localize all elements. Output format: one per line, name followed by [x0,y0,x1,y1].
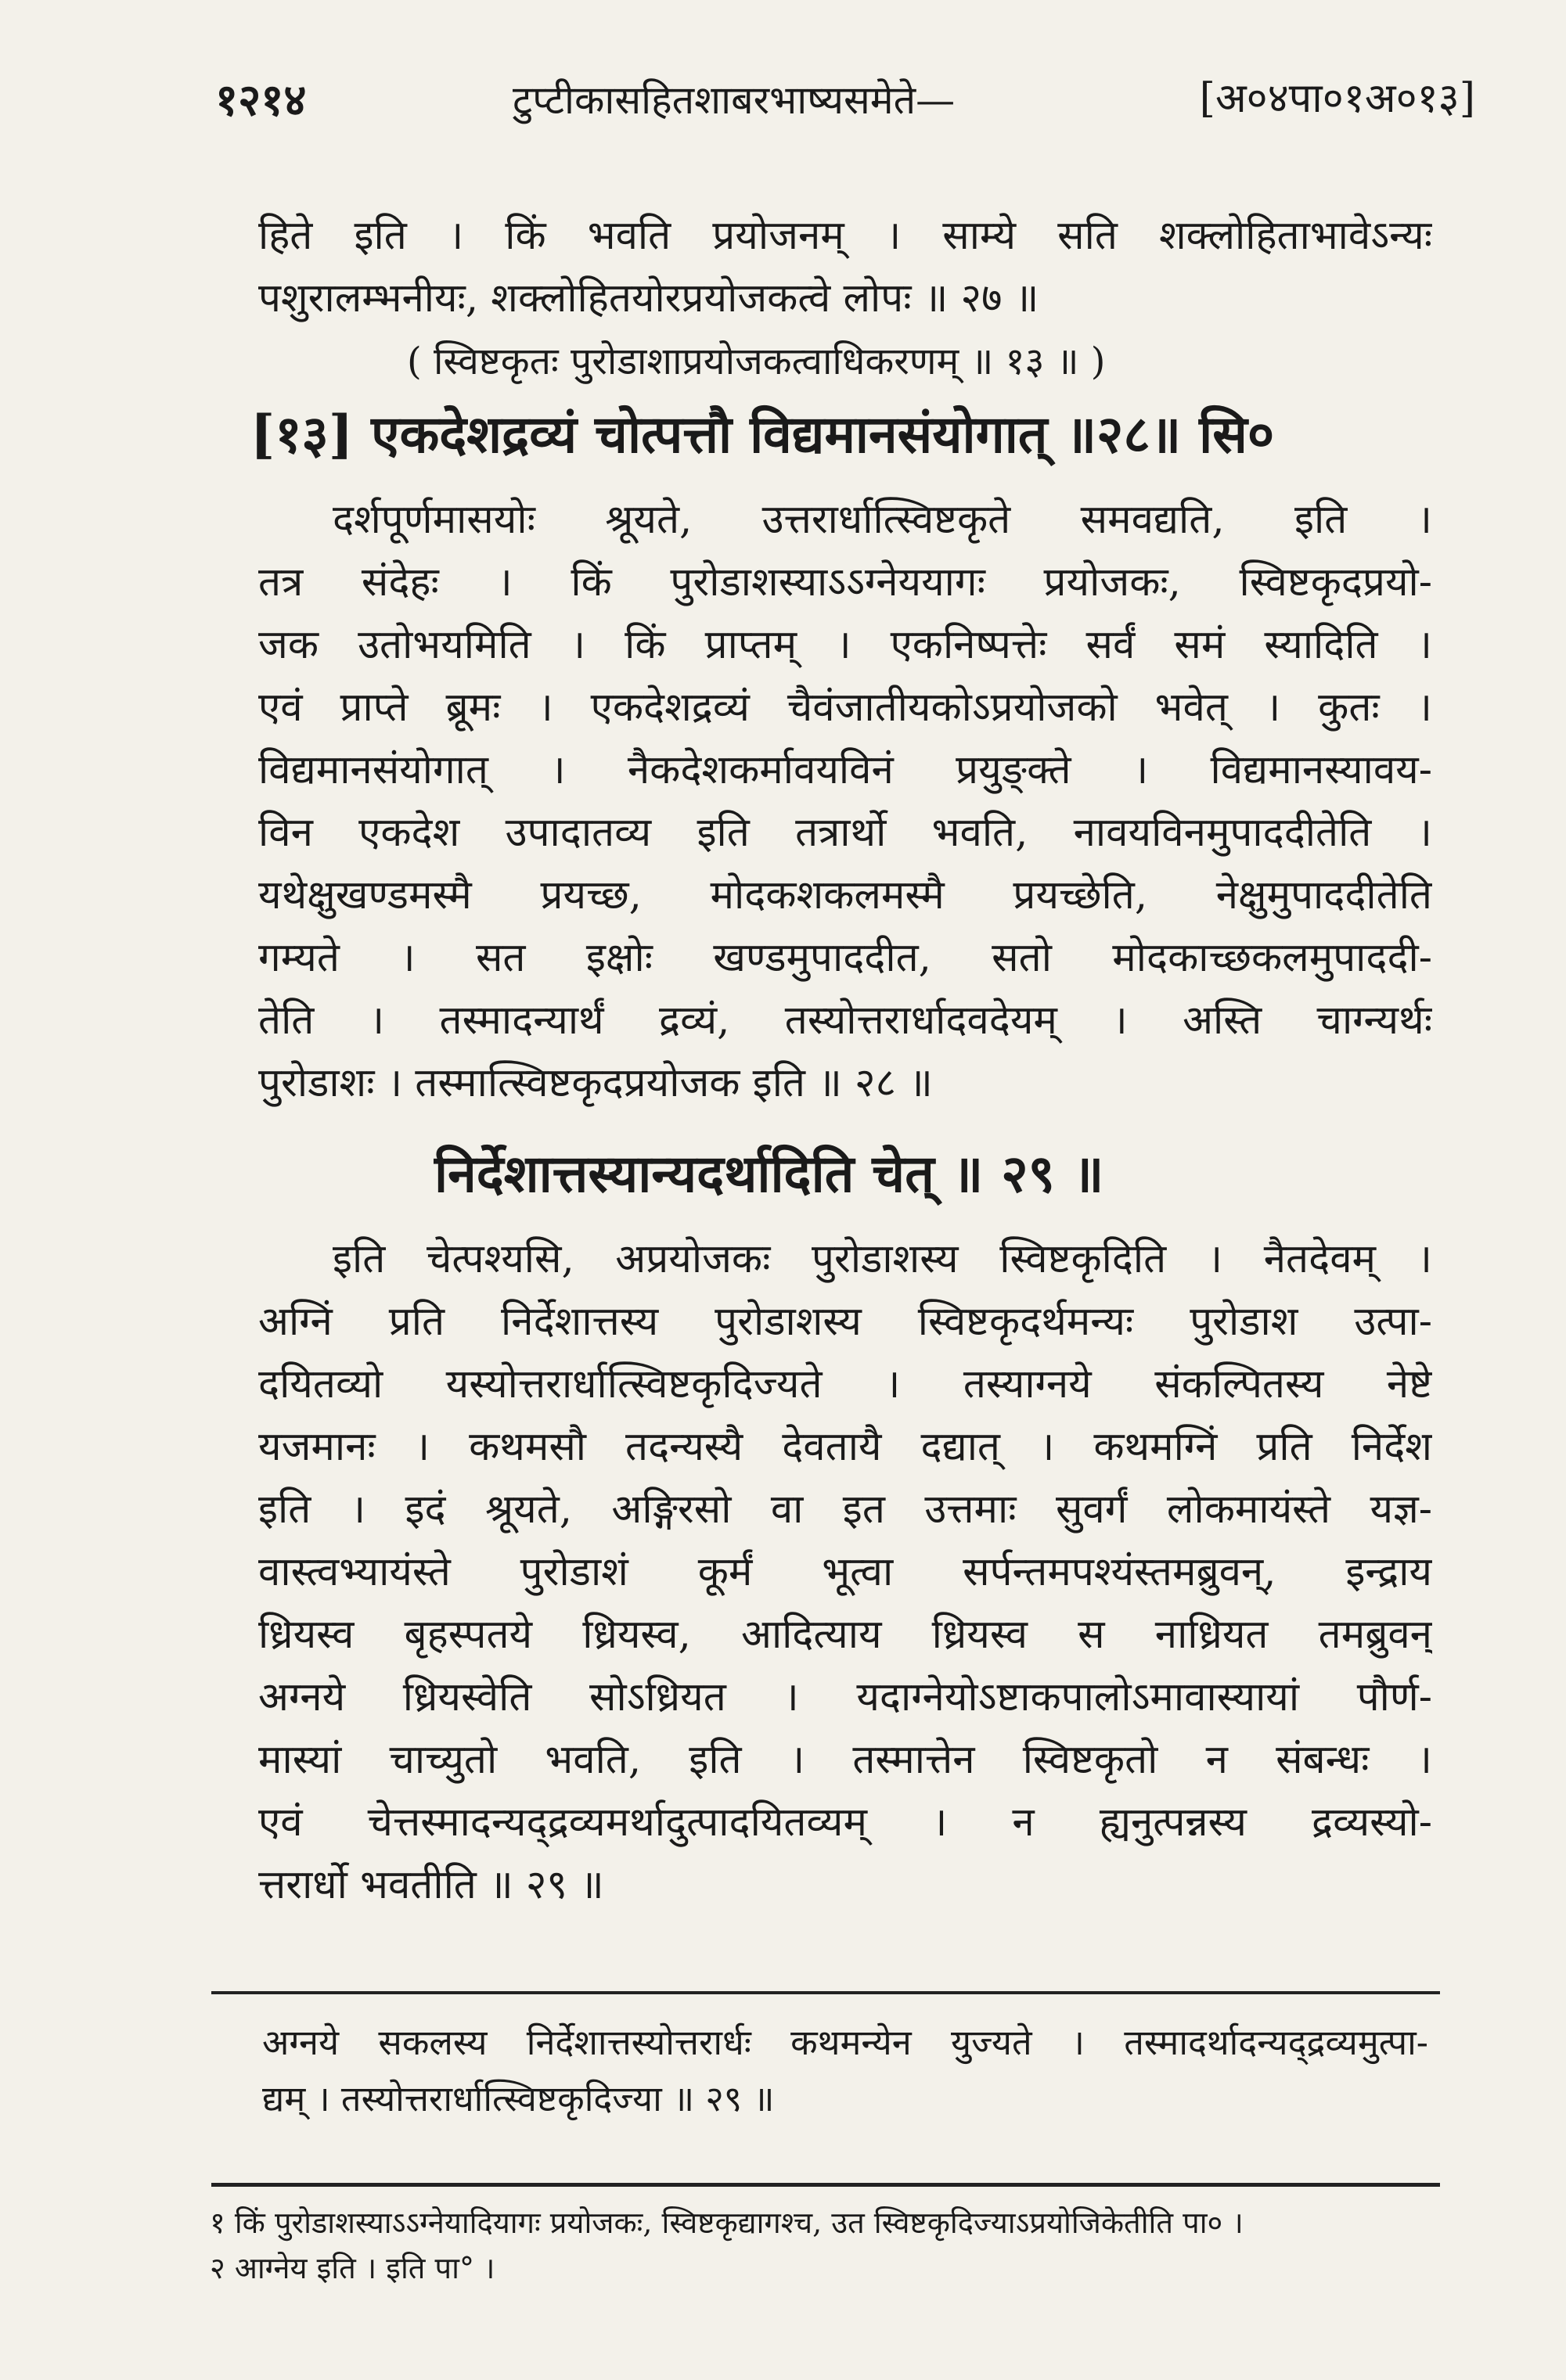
text-line: अग्निं प्रति निर्देशात्तस्य पुरोडाशस्य स्विष्टकृदर्थमन्यः पुरोडाश उत्पा- [258,1299,1432,1345]
sutra-28: [१३] एकदेशद्रव्यं चोत्पत्तौ विद्यमानसंयोगात् ॥२८॥ सि० [250,404,1275,465]
running-title: टुप्टीकासहितशाबरभाष्यसमेते— [513,77,956,123]
adhikarana-title: ( स्विष्टकृतः पुरोडाशाप्रयोजकत्वाधिकरणम् ॥ १३ ॥ ) [407,340,1106,383]
text-line: अग्नये ध्रियस्वेति सोऽध्रियत । यदाग्नेयोऽष्टाकपालोऽमावास्यायां पौर्ण- [258,1674,1432,1720]
text-line: हिते इति । किं भवति प्रयोजनम् । साम्ये सति शक्लोहिताभावेऽन्यः [258,213,1432,259]
commentary-divider [211,1991,1440,1994]
commentary-block [262,2015,1428,2127]
main-text-middle [258,489,1432,1115]
text-line: वास्त्वभ्यायंस्ते पुरोडाशं कूर्मं भूत्वा सर्पन्तमपश्यंस्तमब्रुवन्, इन्द्राय [258,1549,1432,1595]
text-line: तेति । तस्मादन्यार्थं द्रव्यं, तस्योत्तरार्धादवदेयम् । अस्ति चाग्न्यर्थः [258,998,1432,1044]
text-line: त्तरार्धो भवतीति ॥ २९ ॥ [258,1862,604,1908]
page-header [215,69,1475,139]
text-line: गम्यते । सत इक्षोः खण्डमुपाददीत, सतो मोदकाच्छकलमुपाददी- [258,935,1432,981]
sutra-28-block [250,395,1440,473]
text-line: दर्शपूर्णमासयोः श्रूयते, उत्तरार्धात्स्विष्टकृते समवद्यति, इति । [333,497,1432,543]
text-line: तत्र संदेहः । किं पुरोडाशस्याऽऽग्नेययागः प्रयोजकः, स्विष्टकृदप्रयो- [258,559,1432,606]
footnote-divider [211,2183,1440,2187]
section-reference: [अ०४पा०१अ०१३] [1199,75,1475,122]
text-line: मास्यां चाच्युतो भवति, इति । तस्मात्तेन स्विष्टकृतो न संबन्धः । [258,1737,1432,1783]
text-line: पशुरालम्भनीयः, शक्लोहितयोरप्रयोजकत्वे लोपः ॥ २७ ॥ [258,275,1039,322]
text-line: एवं चेत्तस्मादन्यद्द्रव्यमर्थादुत्पादयितव्यम् । न ह्यनुत्पन्नस्य द्रव्यस्यो- [258,1799,1432,1846]
text-line: एवं प्राप्ते ब्रूमः । एकदेशद्रव्यं चैवंजातीयकोऽप्रयोजको भवेत् । कुतः । [258,685,1432,731]
text-line: जक उतोभयमिति । किं प्राप्तम् । एकनिष्पत्तेः सर्वं समं स्यादिति । [258,622,1432,668]
commentary-line: अग्नये सकलस्य निर्देशात्तस्योत्तरार्धः कथमन्येन युज्यते । तस्मादर्थादन्यद्द्रव्यमुत्पा- [262,2022,1428,2063]
text-line: दयितव्यो यस्योत्तरार्धात्स्विष्टकृदिज्यते । तस्याग्नये संकल्पितस्य नेष्टे [258,1361,1432,1408]
text-line: पुरोडाशः । तस्मात्स्विष्टकृदप्रयोजक इति ॥ २८ ॥ [258,1060,933,1106]
commentary-line: द्यम् । तस्योत्तरार्धात्स्विष्टकृदिज्या ॥ २९ ॥ [262,2078,775,2119]
main-text-bottom [258,1228,1432,1917]
sutra-29-block [258,1134,1432,1213]
text-line: ध्रियस्व बृहस्पतये ध्रियस्व, आदित्याय ध्रियस्व स नाध्रियत तमब्रुवन् [258,1612,1432,1658]
text-line: इति । इदं श्रूयते, अङ्गिरसो वा इत उत्तमाः सुवर्गं लोकमायंस्ते यज्ञ- [258,1487,1432,1533]
main-text-top [258,205,1432,393]
footnote-line: १ किं पुरोडाशस्याऽऽग्नेयादियागः प्रयोजकः, स्विष्टकृद्यागश्च, उत स्विष्टकृदिज्याऽप्रयोजिकेतीति पा० । [210,2206,1244,2240]
footnote-line: २ आग्नेय इति । इति पा° । [210,2251,495,2285]
text-line: विद्यमानसंयोगात् । नैकदेशकर्मावयविनं प्रयुङ्क्ते । विद्यमानस्यावय- [258,747,1432,793]
sutra-29: निर्देशात्तस्यान्यदर्थादिति चेत् ॥ २९ ॥ [434,1143,1104,1204]
text-line: यथेक्षुखण्डमस्मै प्रयच्छ, मोदकशकलमस्मै प्रयच्छेति, नेक्षुमुपाददीतेति [258,872,1432,919]
text-line: इति चेत्पश्यसि, अप्रयोजकः पुरोडाशस्य स्विष्टकृदिति । नैतदेवम् । [333,1236,1432,1282]
page-number: १२१४ [215,74,307,126]
text-line: विन एकदेश उपादातव्य इति तत्रार्थो भवति, नावयविनमुपाददीतेति । [258,810,1432,856]
text-line: यजमानः । कथमसौ तदन्यस्यै देवतायै दद्यात् । कथमग्निं प्रति निर्देश [258,1424,1432,1470]
footnotes-block [210,2200,1446,2291]
